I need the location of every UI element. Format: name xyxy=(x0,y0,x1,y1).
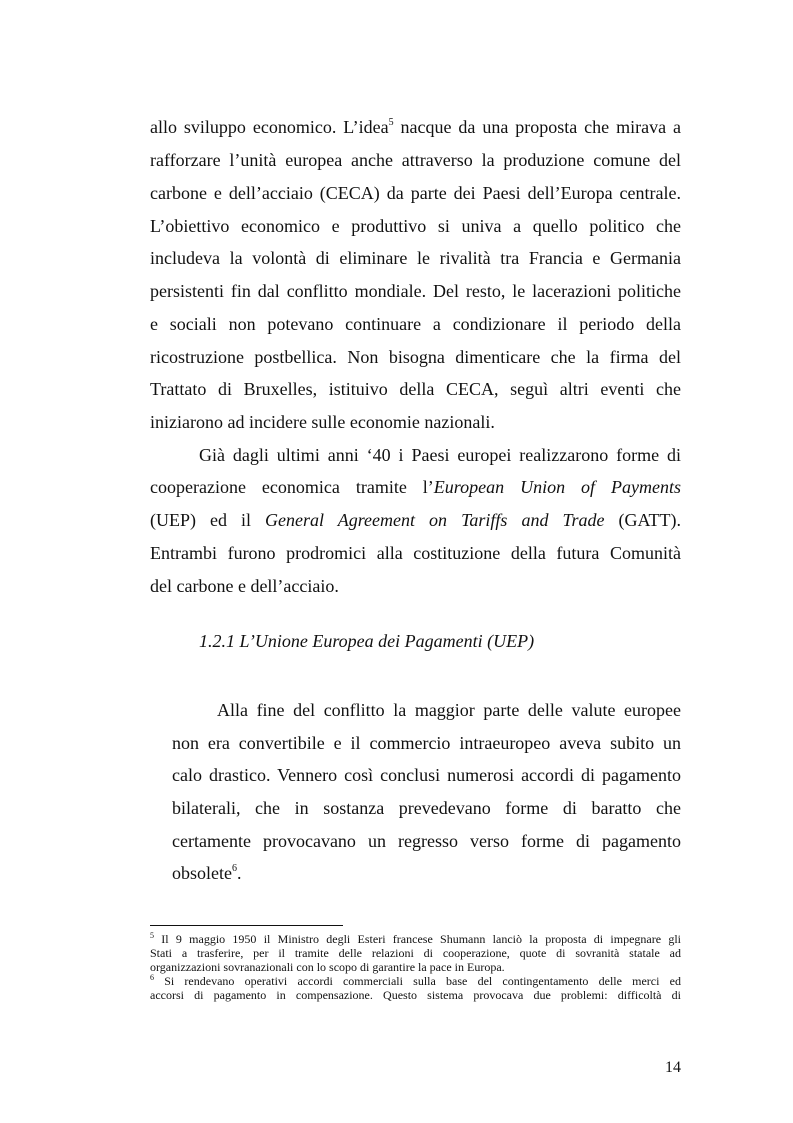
text-line: L’obiettivo economico e produttivo si univa a quello politico che xyxy=(150,216,681,236)
footnote-line: accorsi di pagamento in compensazione. Questo sistema provocava due problemi: difficoltà di xyxy=(150,988,681,1002)
text-line: ricostruzione postbellica. Non bisogna dimenticare che la firma del xyxy=(150,347,681,367)
text-line: Entrambi furono prodromici alla costituzione della futura Comunità xyxy=(150,543,681,563)
footnote-5: $^5$ Il 9 maggio 1950 il Ministro degli Esteri francese Shumann lanciò la proposta di impegnare gli xyxy=(150,931,681,946)
text-line: Alla fine del conflitto la maggior parte delle valute europee xyxy=(217,700,681,720)
text-line: Trattato di Bruxelles, istituivo della CECA, seguì altri eventi che xyxy=(150,379,681,399)
footnote-line: Stati a trasferire, per il tramite delle relazioni di cooperazione, quote di sovranità statale ad xyxy=(150,946,681,960)
text-line: persistenti fin dal conflitto mondiale. Del resto, le lacerazioni politiche xyxy=(150,281,681,301)
footnote-separator xyxy=(150,925,343,926)
footnote-ref-6[interactable]: 6 xyxy=(232,863,237,874)
text-line: cooperazione economica tramite l’European Union of Payments xyxy=(150,477,681,497)
text-line: iniziarono ad incidere sulle economie nazionali. xyxy=(150,412,495,432)
section-heading: 1.2.1 L’Unione Europea dei Pagamenti (UEP) xyxy=(199,631,535,651)
text-line: del carbone e dell’acciaio. xyxy=(150,576,339,596)
text-line: non era convertibile e il commercio intraeuropeo aveva subito un xyxy=(172,733,681,753)
footnote-line: organizzazioni sovranazionali con lo scopo di garantire la pace in Europa. xyxy=(150,960,505,974)
text-line: carbone e dell’acciaio (CECA) da parte dei Paesi dell’Europa centrale. xyxy=(150,183,681,203)
text-line: rafforzare l’unità europea anche attraverso la produzione comune del xyxy=(150,150,681,170)
text-line: bilaterali, che in sostanza prevedevano forme di baratto che xyxy=(172,798,681,818)
text-line: calo drastico. Vennero così conclusi numerosi accordi di pagamento xyxy=(172,765,681,785)
text-line: includeva la volontà di eliminare le rivalità tra Francia e Germania xyxy=(150,248,681,268)
text-line: Già dagli ultimi anni ‘40 i Paesi europei realizzarono forme di xyxy=(199,445,681,465)
footnote-6: $^6$ Si rendevano operativi accordi commerciali sulla base del contingentamento delle merci ed xyxy=(150,973,681,988)
page-number: 14 xyxy=(665,1059,681,1076)
text-line: (UEP) ed il General Agreement on Tariffs and Trade (GATT). xyxy=(150,510,682,530)
text-line: allo sviluppo economico. L’idea$^5$ nacque da una proposta che mirava a xyxy=(150,117,681,137)
text-line: e sociali non potevano continuare a condizionare il periodo della xyxy=(150,314,681,334)
text-line: obsolete$^6$. xyxy=(172,863,242,883)
footnote-ref-5[interactable]: 5 xyxy=(388,117,394,128)
text-line: certamente provocavano un regresso verso forme di pagamento xyxy=(172,831,681,851)
